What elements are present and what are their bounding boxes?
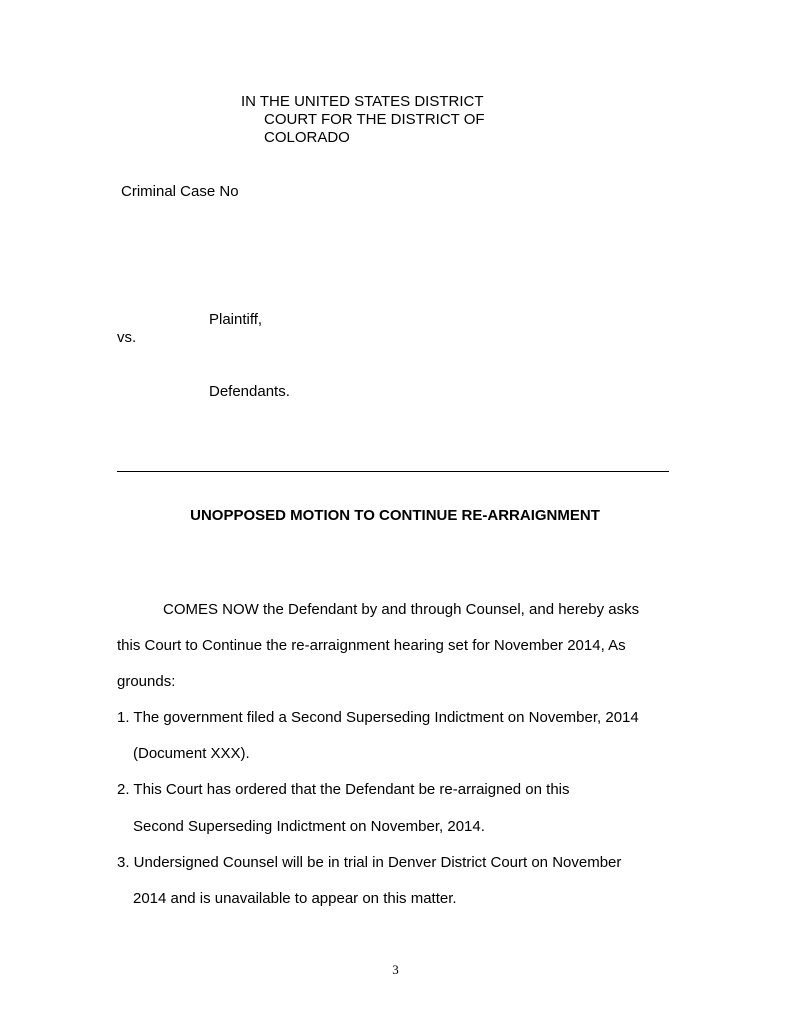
- defendants-label: Defendants.: [209, 383, 290, 400]
- ground-1-line-1: 1. The government filed a Second Superseding Indictment on November, 2014: [117, 709, 639, 726]
- intro-line-1: COMES NOW the Defendant by and through Counsel, and hereby asks: [163, 601, 640, 618]
- ground-3-line-2: 2014 and is unavailable to appear on this matter.: [133, 890, 457, 907]
- page-number: 3: [392, 962, 399, 977]
- intro-line-2: this Court to Continue the re-arraignment hearing set for November 2014, As: [117, 637, 626, 654]
- court-name-line-1: IN THE UNITED STATES DISTRICT: [241, 93, 484, 110]
- plaintiff-label: Plaintiff,: [209, 311, 263, 328]
- intro-line-3: grounds:: [117, 673, 176, 690]
- court-name-line-2: COURT FOR THE DISTRICT OF: [264, 111, 485, 128]
- ground-2-line-2: Second Superseding Indictment on November, 2014.: [133, 818, 485, 835]
- court-name-line-3: COLORADO: [264, 129, 350, 146]
- ground-2-line-1: 2. This Court has ordered that the Defendant be re-arraigned on this: [117, 781, 570, 798]
- ground-1-line-2: (Document XXX).: [133, 745, 250, 762]
- ground-3-line-1: 3. Undersigned Counsel will be in trial in Denver District Court on November: [117, 854, 622, 871]
- versus-label: vs.: [117, 329, 137, 346]
- case-number-label: Criminal Case No: [121, 183, 239, 200]
- motion-title: UNOPPOSED MOTION TO CONTINUE RE-ARRAIGNMENT: [190, 507, 600, 524]
- caption-divider: [117, 471, 669, 472]
